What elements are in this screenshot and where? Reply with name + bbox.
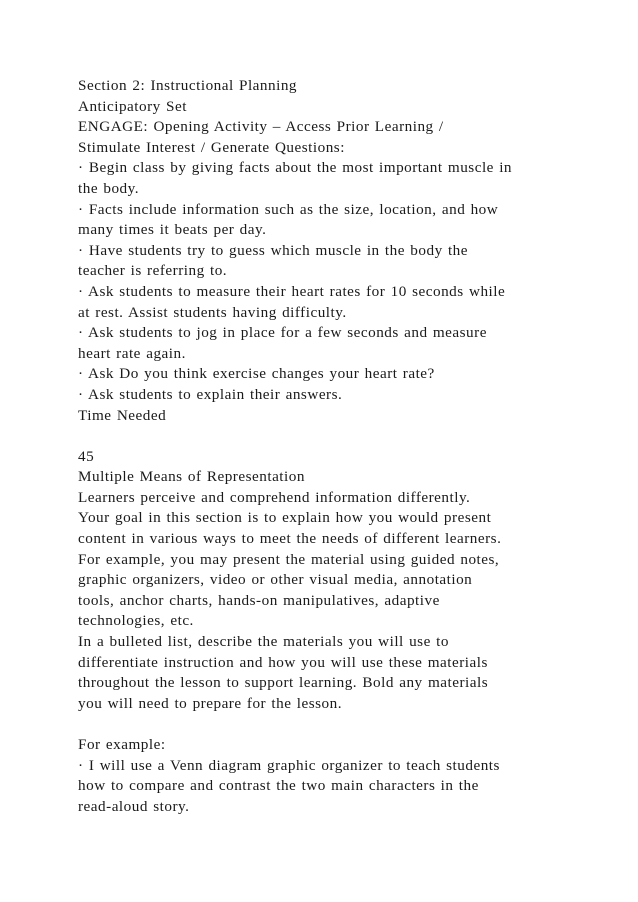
time-needed-value: 45 [78, 447, 95, 465]
text-line: ENGAGE: Opening Activity – Access Prior Learning / [78, 118, 444, 136]
text-line: many times it beats per day. [78, 221, 267, 239]
bullet-line: · Ask Do you think exercise changes your heart rate? [78, 365, 435, 383]
section-heading: Section 2: Instructional Planning [78, 77, 298, 94]
text-line: technologies, etc. [78, 612, 194, 630]
bullet-line: · Ask students to measure their heart rates for 10 seconds while [78, 282, 506, 300]
document-text [78, 76, 578, 817]
time-needed-label: Time Needed [78, 406, 167, 424]
text-line: differentiate instruction and how you will use these materials [78, 653, 488, 671]
text-line: heart rate again. [78, 344, 186, 362]
text-line: at rest. Assist students having difficulty. [78, 303, 347, 321]
bullet-line: · Ask students to explain their answers. [78, 385, 343, 403]
bullet-line: · Facts include information such as the size, location, and how [78, 200, 499, 218]
text-line: Learners perceive and comprehend information differently. [78, 488, 471, 506]
blank-line [78, 426, 578, 447]
text-line: Your goal in this section is to explain how you would present [78, 509, 492, 527]
text-line: throughout the lesson to support learning. Bold any materials [78, 674, 489, 692]
text-line: the body. [78, 179, 140, 197]
subheading-representation: Multiple Means of Representation [78, 468, 305, 486]
text-line: tools, anchor charts, hands-on manipulatives, adaptive [78, 591, 440, 609]
text-line: For example, you may present the material using guided notes, [78, 550, 500, 568]
bullet-line: · Have students try to guess which muscle in the body the [78, 241, 469, 259]
bullet-line: · Ask students to jog in place for a few seconds and measure [78, 324, 487, 342]
text-line: content in various ways to meet the needs of different learners. [78, 530, 502, 548]
text-line: In a bulleted list, describe the materials you will use to [78, 633, 449, 651]
blank-line [78, 714, 578, 735]
text-line: how to compare and contrast the two main characters in the [78, 777, 479, 795]
bullet-line: · Begin class by giving facts about the most important muscle in [78, 159, 513, 177]
text-line: Stimulate Interest / Generate Questions: [78, 138, 345, 156]
text-line: teacher is referring to. [78, 262, 228, 280]
example-label: For example: [78, 736, 166, 753]
text-line: read-aloud story. [78, 797, 190, 815]
text-line: graphic organizers, video or other visual media, annotation [78, 571, 473, 589]
text-line: you will need to prepare for the lesson. [78, 694, 343, 712]
subheading-anticipatory-set: Anticipatory Set [78, 97, 187, 115]
bullet-line: · I will use a Venn diagram graphic organizer to teach students [78, 756, 500, 774]
